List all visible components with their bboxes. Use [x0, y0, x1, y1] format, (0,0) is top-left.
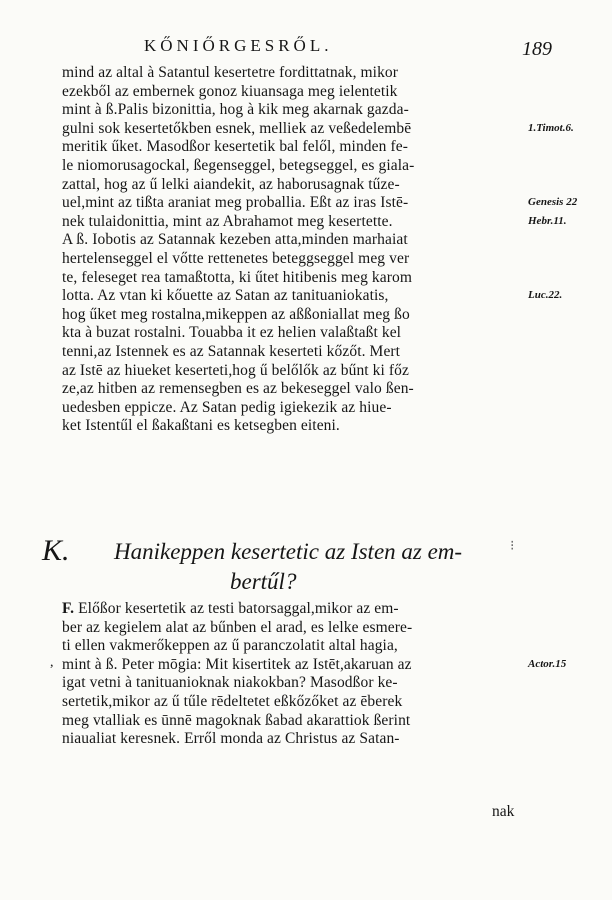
- margin-note: 1.Timot.6.: [528, 121, 574, 134]
- answer-line: ti ellen vakmerőkeppen az ű paranczolatit altal hagia,: [62, 637, 398, 655]
- text-line: A ß. Iobotis az Satannak kezeben atta,minden marhaiat: [62, 231, 408, 249]
- page-number: 189: [522, 38, 552, 60]
- text-line: meritik űket. Masodßor kesertetik bal felől, minden fe-: [62, 138, 408, 156]
- margin-note: Genesis 22: [528, 196, 578, 209]
- text-line: te, feleseget rea tamaßtotta, ki űtet hitibenis meg karom: [62, 268, 413, 286]
- answer-line: ber az kegielem alat az bűnben el arad, es lelke esmere-: [62, 618, 413, 636]
- answer-line: niaualiat keresnek. Erről monda az Christus az Satan-: [62, 730, 400, 748]
- text-line: zattal, hog az ű lelki aiandekit, az haborusagnak tűze-: [62, 175, 400, 193]
- text-line: ezekből az embernek gonoz kiuansaga meg ielentetik: [62, 82, 398, 100]
- catchword: nak: [492, 803, 515, 820]
- text-line: ze,az hitben az remensegben es az bekeseggel valo ßen-: [62, 380, 414, 398]
- question-line-2: bertűl?: [230, 569, 297, 594]
- answer-line: mint à ß. Peter mōgia: Mit kisertitek az Istēt,akaruan az: [62, 655, 412, 673]
- text-line: nek tulaidonittia, mint az Abrahamot meg kesertette.: [62, 212, 393, 230]
- answer-line: igat vetni à tanituanioknak niakokban? Masodßor ke-: [62, 674, 398, 692]
- text-line: hog űket meg rostalna,mikeppen az aßßoniallat meg ßo: [62, 305, 410, 323]
- text-line: gulni sok kesertetőkben esnek, melliek az veßedelembē: [62, 119, 412, 137]
- margin-note: Actor.15: [528, 657, 567, 670]
- answer-text: [62, 600, 524, 749]
- text-line: mind az altal à Satantul kesertetre fordittatnak, mikor: [62, 64, 399, 81]
- margin-note: Hebr.11.: [528, 214, 567, 227]
- text-line: ket Istentűl el ßakaßtani es ketsegben eiteni.: [62, 417, 340, 435]
- answer-marker: F.: [62, 600, 75, 617]
- ornament-mark: ⁝: [510, 539, 515, 554]
- answer-line: meg vtalliak es ūnnē magoknak ßabad akarattiok ßerint: [62, 711, 411, 729]
- question-heading: [42, 534, 532, 594]
- page-header: [62, 36, 552, 62]
- text-line: uel,mint az tißta araniat meg proballia. Eßt az iras Istē-: [62, 194, 409, 212]
- text-line: le niomorusagockal, ßegenseggel, betegseggel, es giala-: [62, 156, 415, 174]
- text-line: az Istē az hiueket keserteti,hog ű belőlők az bűnt ki főz: [62, 361, 410, 379]
- question-line-1: Hanikeppen kesertetic az Isten az em-: [114, 539, 463, 564]
- text-line: kta à buzat rostalni. Touabba it ez helien valaßtaßt kel: [62, 324, 402, 342]
- text-line: tenni,az Istennek es az Satannak keserteti kőzőt. Mert: [62, 342, 401, 360]
- text-line: lotta. Az vtan ki kőuette az Satan az tanituaniokatis,: [62, 287, 389, 305]
- text-line: hertelenseggel el vőtte rettenetes beteggseggel meg ver: [62, 249, 410, 267]
- stray-mark: ,: [50, 655, 54, 670]
- question-marker: K.: [42, 534, 70, 567]
- answer-line-text: Előßor kesertetik az testi batorsaggal,mikor az em-: [78, 600, 399, 617]
- text-line: mint à ß.Palis bizonittia, hog à kik meg akarnak gazda-: [62, 101, 409, 119]
- text-line: uedesben eppicze. Az Satan pedig igiekezik az hiue-: [62, 398, 392, 416]
- margin-note: Luc.22.: [528, 289, 563, 302]
- answer-line: sertetik,mikor az ű tűle rēdeltetet eßkőzőket az ēberek: [62, 692, 403, 710]
- body-text: [62, 64, 524, 436]
- running-head: KŐNIŐRGESRŐL.: [144, 36, 333, 55]
- answer-line: [62, 600, 524, 619]
